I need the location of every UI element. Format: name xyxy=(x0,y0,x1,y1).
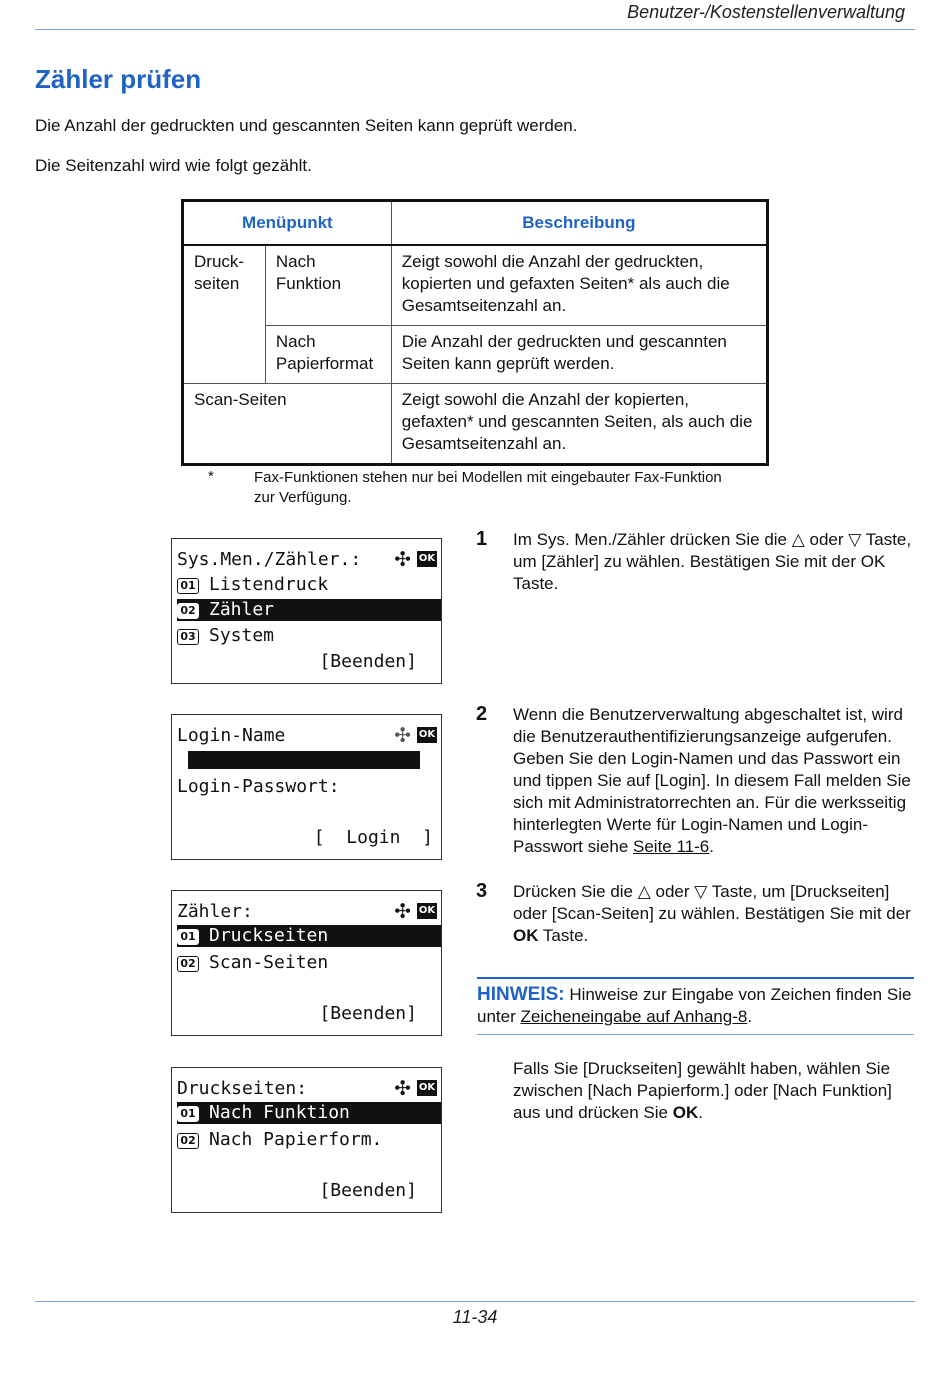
dpad-icon: ✣ xyxy=(394,899,411,923)
lcd-softkey-beenden[interactable]: [Beenden] xyxy=(319,1003,417,1024)
number-02-icon: 02 xyxy=(177,603,199,619)
dpad-icon: ✣ xyxy=(394,723,411,747)
after-note-end: . xyxy=(698,1103,703,1122)
note-text: Hinweise zur Eingabe von Zeichen finden Sie unter xyxy=(477,985,912,1026)
lcd-softkey-login[interactable]: [ Login ] xyxy=(313,827,433,848)
step-2-end: . xyxy=(709,837,714,856)
lcd-item-label: Nach Papierform. xyxy=(209,1129,383,1150)
header-menuitem: Menüpunkt xyxy=(183,201,392,245)
lcd-item-label: Listendruck xyxy=(209,574,329,595)
lcd-softkey-beenden[interactable]: [Beenden] xyxy=(319,1180,417,1201)
row-desc-scan-seiten: Zeigt sowohl die Anzahl der kopierten, gefaxten* und gescannten Seiten, als auch die Gesamtseitenzahl an. xyxy=(391,383,767,464)
lcd-menu-item-selected[interactable] xyxy=(177,925,441,947)
lcd-zaehler xyxy=(171,890,442,1036)
lcd-menu-item-selected[interactable] xyxy=(177,599,441,621)
number-01-icon: 01 xyxy=(177,1106,199,1122)
footnote-mark: * xyxy=(208,468,214,485)
step-number-2: 2 xyxy=(476,703,488,725)
intro-paragraph-2: Die Seitenzahl wird wie folgt gezählt. xyxy=(35,156,312,175)
after-note-body: Falls Sie [Druckseiten] gewählt haben, wählen Sie zwischen [Nach Papierform.] oder [Nach Funktion] aus und drücken Sie xyxy=(513,1059,892,1122)
lcd-item-label: System xyxy=(209,625,275,646)
dpad-icon: ✣ xyxy=(394,1076,411,1100)
lcd-sys-menu xyxy=(171,538,442,684)
lcd-item-label: Druckseiten xyxy=(209,925,329,946)
row-group-druckseiten: Druck- seiten xyxy=(183,245,266,384)
after-note-bold-ok: OK xyxy=(672,1103,699,1122)
ok-icon: OK xyxy=(417,1080,437,1096)
hinweis-note xyxy=(477,977,914,1035)
row-desc-nach-papierformat: Die Anzahl der gedruckten und gescannten Seiten kann geprüft werden. xyxy=(391,325,767,383)
page-title: Zähler prüfen xyxy=(35,64,202,94)
lcd-menu-item[interactable] xyxy=(177,1129,441,1151)
footnote: Fax-Funktionen stehen nur bei Modellen mit eingebauter Fax-Funktion zur Verfügung. xyxy=(254,469,722,506)
row-desc-nach-funktion: Zeigt sowohl die Anzahl der gedruckten, kopierten und gefaxten Seiten* als auch die Gesamtseitenzahl an. xyxy=(391,245,767,326)
ok-icon: OK xyxy=(417,551,437,567)
lcd-druckseiten xyxy=(171,1067,442,1213)
lcd-item-label: Nach Funktion xyxy=(209,1102,350,1123)
lcd-item-label: Scan-Seiten xyxy=(209,952,329,973)
lcd-status-icons xyxy=(394,725,437,745)
step-3-text xyxy=(513,881,913,947)
ok-icon: OK xyxy=(417,903,437,919)
lcd-menu-item[interactable] xyxy=(177,625,441,647)
step-3-end: Taste. xyxy=(538,926,589,945)
number-01-icon: 01 xyxy=(177,929,199,945)
lcd-item-label: Zähler xyxy=(209,599,275,620)
lcd-title: Sys.Men./Zähler.: xyxy=(177,549,362,570)
lcd-softkey-beenden[interactable]: [Beenden] xyxy=(319,651,417,672)
number-02-icon: 02 xyxy=(177,1133,199,1149)
step-3-bold-ok: OK xyxy=(513,926,539,945)
row-group-scan-seiten: Scan-Seiten xyxy=(183,383,392,464)
lcd-status-icons xyxy=(394,1078,437,1098)
link-zeicheneingabe[interactable]: Zeicheneingabe auf Anhang-8 xyxy=(520,1007,748,1026)
header-description: Beschreibung xyxy=(391,201,767,245)
lcd-status-icons xyxy=(394,549,437,569)
ok-icon: OK xyxy=(417,727,437,743)
lcd-menu-item[interactable] xyxy=(177,952,441,974)
login-name-input[interactable] xyxy=(188,751,420,769)
note-heading: HINWEIS: xyxy=(477,984,565,1005)
lcd-login xyxy=(171,714,442,860)
lcd-menu-item[interactable] xyxy=(177,574,441,596)
step-1-text: Im Sys. Men./Zähler drücken Sie die △ oder ▽ Taste, um [Zähler] zu wählen. Bestätigen Sie mit der OK Taste. xyxy=(513,530,912,593)
step-2-text xyxy=(513,704,913,858)
lcd-title: Login-Name xyxy=(177,725,286,746)
number-02-icon: 02 xyxy=(177,956,199,972)
note-end: . xyxy=(747,1007,753,1026)
dpad-icon: ✣ xyxy=(394,547,411,571)
lcd-title: Druckseiten: xyxy=(177,1078,308,1099)
lcd-title: Zähler: xyxy=(177,901,253,922)
number-01-icon: 01 xyxy=(177,578,199,594)
menu-table xyxy=(181,199,769,466)
running-header: Benutzer-/Kostenstellenverwaltung xyxy=(627,2,905,22)
row-sub-nach-papierformat: Nach Papierformat xyxy=(265,325,391,383)
page-number: 11-34 xyxy=(452,1307,498,1327)
step-2-body: Wenn die Benutzerverwaltung abgeschaltet ist, wird die Benutzerauthentifizierungsanzeige aufgerufen. Geben Sie den Login-Namen und das Passwort ein und tippen Sie auf [Login]. In diesem Fall melden Sie sich mit Administratorrechten an. Für die werksseitig hinterlegten Werte für Login-Namen und Login-Passwort siehe xyxy=(513,705,911,856)
header-rule xyxy=(35,29,915,30)
footer-rule xyxy=(35,1301,915,1302)
step-number-1: 1 xyxy=(476,528,488,550)
number-03-icon: 03 xyxy=(177,629,199,645)
lcd-menu-item-selected[interactable] xyxy=(177,1102,441,1124)
step-3-body: Drücken Sie die △ oder ▽ Taste, um [Druckseiten] oder [Scan-Seiten] zu wählen. Bestätigen Sie mit der xyxy=(513,882,911,923)
row-sub-nach-funktion: Nach Funktion xyxy=(265,245,391,326)
lcd-status-icons xyxy=(394,901,437,921)
intro-paragraph-1: Die Anzahl der gedruckten und gescannten Seiten kann geprüft werden. xyxy=(35,116,578,135)
link-seite-11-6[interactable]: Seite 11-6 xyxy=(633,837,710,856)
lcd-password-label: Login-Passwort: xyxy=(177,776,340,797)
step-number-3: 3 xyxy=(476,880,488,902)
after-note-text xyxy=(513,1058,913,1124)
